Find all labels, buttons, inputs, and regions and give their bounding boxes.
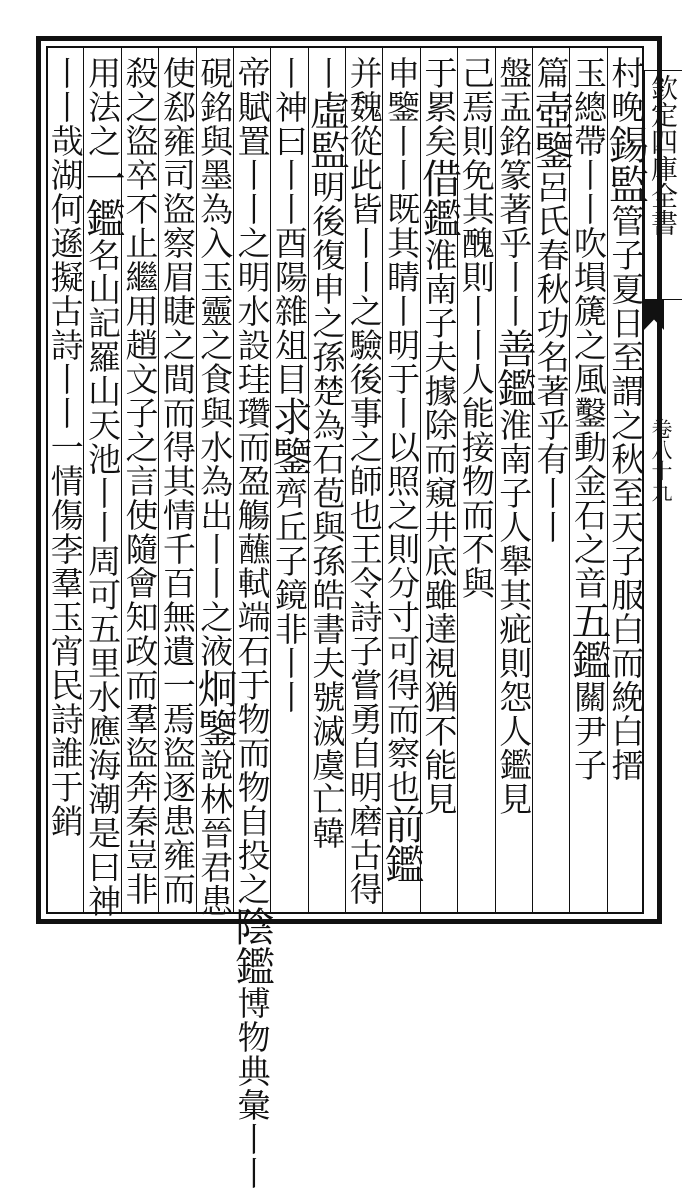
text-segment: 明後復申之孫楚為石苞與孫皓書夫號滅虞亡韓 (307, 170, 347, 850)
text-segment: 名山記羅山天池丨丨周可五里水應海潮是曰神 (83, 238, 123, 918)
text-column (456, 56, 496, 906)
text-column (119, 56, 159, 906)
text-column (564, 56, 611, 906)
text-segment: 盤盂銘篆著乎丨丨 (494, 56, 534, 328)
text-segment: 神曰丨丨 (269, 90, 309, 226)
text-column (490, 56, 537, 906)
entry-heading: 前鑑 (378, 804, 425, 884)
text-segment: 于物而物自投之 (232, 668, 272, 906)
text-segment: 殺之盜卒不止繼用趙文子之言使隨會知政而羣盜奔秦豈非 (120, 56, 160, 906)
text-segment: 有丨丨 (531, 442, 571, 544)
text-column (602, 56, 649, 906)
text-segment: 管子夏日至謂之秋至天子服白而絻白搢 (606, 204, 646, 782)
text-segment: 硯銘與墨為入玉靈之食與水為出丨丨之液 (195, 56, 235, 668)
text-segment: 淮南子人舉其疵則怨人鑑見 (494, 408, 534, 816)
entry-heading: 陰鑑 (228, 906, 275, 986)
entry-heading: 五鑑 (564, 600, 611, 680)
entry-heading: 壺鑒 (527, 90, 574, 170)
text-segment: 用法之 (83, 56, 123, 158)
entry-heading: 虛監 (303, 90, 350, 170)
text-segment: 其睛丨明于丨以照之則分寸可得而察也 (382, 226, 422, 804)
text-column (344, 56, 384, 906)
book-title: 欽定四庫全書 (646, 74, 677, 236)
volume-number: 卷八十九 (649, 418, 673, 502)
text-segment: 湖何遜擬古詩丨丨一情傷李羣玉宵民詩誰于銷 (45, 158, 85, 838)
entry-heading: 借鑑 (415, 158, 462, 238)
text-segment: 丨 (307, 56, 347, 90)
text-column (45, 56, 85, 906)
text-segment: 淮南子夫據除而窺井底雖達視猶不能見 (419, 238, 459, 816)
text-column (191, 56, 238, 918)
text-segment: 博物典彙丨丨 (232, 986, 272, 1190)
text-segment: 晚 (606, 90, 646, 124)
text-segment: 置丨丨之明水設珪瓚而盈觴蘸軾端石 (232, 124, 272, 668)
entry-heading: 錫監 (602, 124, 649, 204)
text-segment: 玉總帶丨丨吹塤篪之風鑿動金石之音 (568, 56, 608, 600)
text-segment: 帝賦 (232, 56, 272, 124)
text-segment: 酉陽雜俎 (269, 226, 309, 362)
entry-heading: 求鑒 (265, 396, 312, 476)
entry-heading: 善鑑 (490, 328, 537, 408)
text-segment: 并魏從此皆丨丨之驗後事之師也王令詩子嘗勇自明磨古得 (344, 56, 384, 906)
text-segment: 篇 (531, 56, 571, 90)
text-segment: 呂氏春秋功名著乎 (531, 170, 571, 442)
text-column (79, 56, 126, 918)
text-column (157, 56, 197, 906)
text-segment: 其醜則丨丨人能接物而不與 (456, 192, 496, 600)
entry-heading: 炯鑒 (191, 668, 238, 748)
text-segment: 目 (269, 362, 309, 396)
text-segment: 申鑒丨丨既 (382, 56, 422, 226)
text-segment: 丨 (269, 56, 309, 90)
text-column (378, 56, 425, 906)
text-segment: 丨丨哉 (45, 56, 85, 158)
text-column (228, 56, 275, 1190)
text-segment: 村 (606, 56, 646, 90)
text-segment: 齊丘子鏡非丨丨 (269, 476, 309, 714)
text-column (527, 56, 574, 906)
text-column (303, 56, 350, 906)
text-column (265, 56, 312, 906)
text-segment: 于累矣 (419, 56, 459, 158)
text-segment: 使郄雍司盜察眉睫之間而得其情千百無遺一焉盜逐患雍而 (157, 56, 197, 906)
text-segment: 己焉則免 (456, 56, 496, 192)
text-column (415, 56, 462, 906)
entry-heading: 一鑑 (79, 158, 126, 238)
text-segment: 說林晉君患 (195, 748, 235, 918)
text-segment: 關尹子 (568, 680, 608, 782)
